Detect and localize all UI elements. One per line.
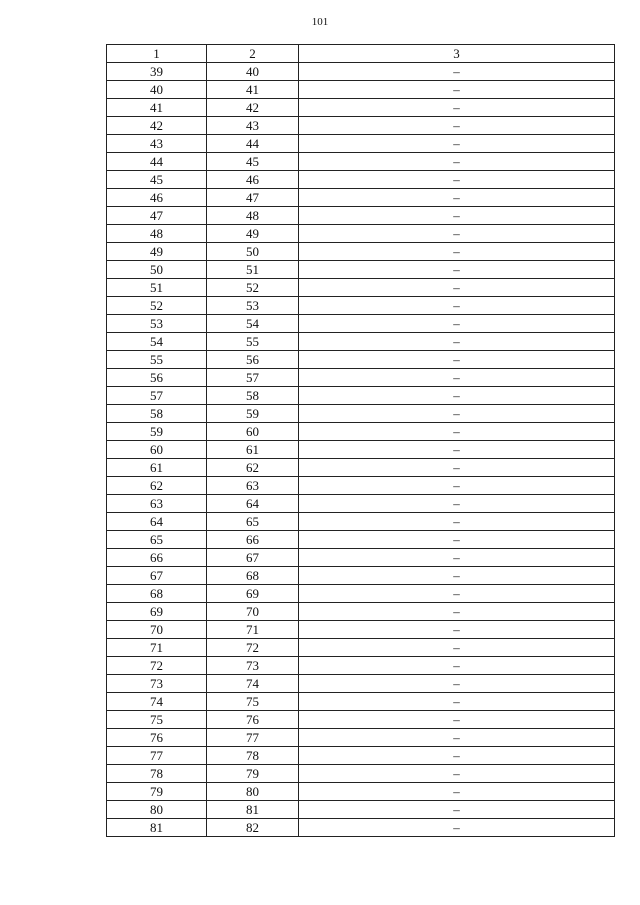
data-table <box>106 44 615 837</box>
table-cell-col-2: 40 <box>207 63 299 81</box>
table-row <box>107 765 615 783</box>
table-row <box>107 243 615 261</box>
table-cell-col-2: 44 <box>207 135 299 153</box>
table-row <box>107 261 615 279</box>
table-cell-col-3: – <box>299 63 615 81</box>
table-row <box>107 225 615 243</box>
table-cell-col-3: – <box>299 387 615 405</box>
table-cell-col-1: 56 <box>107 369 207 387</box>
table-cell-col-2: 45 <box>207 153 299 171</box>
table-row <box>107 81 615 99</box>
table-cell-col-1: 40 <box>107 81 207 99</box>
table-cell-col-1: 55 <box>107 351 207 369</box>
table-cell-col-3: – <box>299 747 615 765</box>
table-row <box>107 153 615 171</box>
table-cell-col-3: – <box>299 135 615 153</box>
table-row <box>107 99 615 117</box>
table-row <box>107 729 615 747</box>
table-cell-col-3: – <box>299 729 615 747</box>
table-row <box>107 621 615 639</box>
table-cell-col-1: 77 <box>107 747 207 765</box>
table-cell-col-1: 60 <box>107 441 207 459</box>
table-cell-col-2: 78 <box>207 747 299 765</box>
table-row <box>107 549 615 567</box>
table-cell-col-3: – <box>299 765 615 783</box>
table-cell-col-2: 80 <box>207 783 299 801</box>
table-cell-col-1: 64 <box>107 513 207 531</box>
table-cell-col-3: – <box>299 333 615 351</box>
table-cell-col-3: – <box>299 405 615 423</box>
table-cell-col-1: 43 <box>107 135 207 153</box>
table-row <box>107 387 615 405</box>
table-cell-col-1: 58 <box>107 405 207 423</box>
table-cell-col-1: 61 <box>107 459 207 477</box>
table-row <box>107 279 615 297</box>
table-row <box>107 171 615 189</box>
table-cell-col-1: 80 <box>107 801 207 819</box>
table-cell-col-2: 74 <box>207 675 299 693</box>
table-cell-col-1: 81 <box>107 819 207 837</box>
table-row <box>107 333 615 351</box>
table-cell-col-2: 47 <box>207 189 299 207</box>
table-cell-col-3: – <box>299 639 615 657</box>
table-row <box>107 441 615 459</box>
table-cell-col-2: 63 <box>207 477 299 495</box>
table-cell-col-3: – <box>299 477 615 495</box>
table-cell-col-3: – <box>299 369 615 387</box>
table-row <box>107 297 615 315</box>
table-cell-col-3: – <box>299 513 615 531</box>
table-cell-col-3: – <box>299 549 615 567</box>
table-cell-col-2: 67 <box>207 549 299 567</box>
table-cell-col-3: – <box>299 351 615 369</box>
table-row <box>107 693 615 711</box>
table-row <box>107 405 615 423</box>
table-row <box>107 711 615 729</box>
table-cell-col-1: 74 <box>107 693 207 711</box>
table-cell-col-3: – <box>299 297 615 315</box>
table-cell-col-1: 52 <box>107 297 207 315</box>
table-cell-col-1: 76 <box>107 729 207 747</box>
table-cell-col-2: 54 <box>207 315 299 333</box>
table-cell-col-3: – <box>299 495 615 513</box>
table-cell-col-3: – <box>299 567 615 585</box>
table-cell-col-2: 42 <box>207 99 299 117</box>
table-cell-col-3: – <box>299 801 615 819</box>
table-cell-col-1: 54 <box>107 333 207 351</box>
table-row <box>107 423 615 441</box>
table-row <box>107 459 615 477</box>
table-cell-col-3: – <box>299 225 615 243</box>
table-cell-col-1: 70 <box>107 621 207 639</box>
table-cell-col-1: 51 <box>107 279 207 297</box>
table-cell-col-1: 57 <box>107 387 207 405</box>
table-row <box>107 513 615 531</box>
table-row <box>107 603 615 621</box>
table-cell-col-3: – <box>299 279 615 297</box>
table-cell-col-3: – <box>299 693 615 711</box>
table-cell-col-1: 46 <box>107 189 207 207</box>
table-cell-col-3: – <box>299 711 615 729</box>
table-cell-col-2: 53 <box>207 297 299 315</box>
table-cell-col-2: 77 <box>207 729 299 747</box>
table-cell-col-1: 67 <box>107 567 207 585</box>
table-cell-col-2: 62 <box>207 459 299 477</box>
table-cell-col-3: – <box>299 585 615 603</box>
table-row <box>107 585 615 603</box>
column-header-3: 3 <box>299 45 615 63</box>
table-cell-col-2: 48 <box>207 207 299 225</box>
table-cell-col-2: 68 <box>207 567 299 585</box>
table-header-row <box>107 45 615 63</box>
table-row <box>107 801 615 819</box>
table-cell-col-1: 42 <box>107 117 207 135</box>
table-body <box>107 63 615 837</box>
table-row <box>107 315 615 333</box>
column-header-1: 1 <box>107 45 207 63</box>
table-cell-col-1: 73 <box>107 675 207 693</box>
table-row <box>107 477 615 495</box>
table-cell-col-2: 46 <box>207 171 299 189</box>
table-cell-col-1: 47 <box>107 207 207 225</box>
table-cell-col-2: 57 <box>207 369 299 387</box>
table-cell-col-2: 81 <box>207 801 299 819</box>
table-cell-col-1: 69 <box>107 603 207 621</box>
page-number: 101 <box>311 16 329 28</box>
table-cell-col-2: 43 <box>207 117 299 135</box>
table-cell-col-2: 56 <box>207 351 299 369</box>
table-cell-col-2: 75 <box>207 693 299 711</box>
table-cell-col-3: – <box>299 261 615 279</box>
table-cell-col-3: – <box>299 459 615 477</box>
table-cell-col-2: 59 <box>207 405 299 423</box>
table-cell-col-2: 72 <box>207 639 299 657</box>
table-cell-col-2: 79 <box>207 765 299 783</box>
table-cell-col-3: – <box>299 657 615 675</box>
table-cell-col-2: 65 <box>207 513 299 531</box>
table-cell-col-2: 66 <box>207 531 299 549</box>
table-cell-col-3: – <box>299 531 615 549</box>
column-header-2: 2 <box>207 45 299 63</box>
table-row <box>107 369 615 387</box>
table-cell-col-1: 39 <box>107 63 207 81</box>
table-row <box>107 135 615 153</box>
table-cell-col-3: – <box>299 189 615 207</box>
table-cell-col-1: 63 <box>107 495 207 513</box>
table-cell-col-3: – <box>299 171 615 189</box>
table-cell-col-3: – <box>299 243 615 261</box>
table-row <box>107 639 615 657</box>
table-cell-col-3: – <box>299 783 615 801</box>
table-cell-col-2: 51 <box>207 261 299 279</box>
table-cell-col-1: 72 <box>107 657 207 675</box>
table-cell-col-2: 76 <box>207 711 299 729</box>
table-cell-col-2: 55 <box>207 333 299 351</box>
table-cell-col-1: 45 <box>107 171 207 189</box>
table-row <box>107 495 615 513</box>
table-row <box>107 531 615 549</box>
table-cell-col-1: 59 <box>107 423 207 441</box>
table-cell-col-2: 58 <box>207 387 299 405</box>
table-cell-col-3: – <box>299 441 615 459</box>
table-cell-col-2: 69 <box>207 585 299 603</box>
table-cell-col-1: 68 <box>107 585 207 603</box>
table-cell-col-3: – <box>299 423 615 441</box>
table-cell-col-2: 60 <box>207 423 299 441</box>
table-cell-col-2: 71 <box>207 621 299 639</box>
table-cell-col-3: – <box>299 81 615 99</box>
table-cell-col-3: – <box>299 99 615 117</box>
table-cell-col-2: 50 <box>207 243 299 261</box>
table-cell-col-2: 64 <box>207 495 299 513</box>
table-cell-col-3: – <box>299 675 615 693</box>
table-cell-col-2: 73 <box>207 657 299 675</box>
table-cell-col-1: 75 <box>107 711 207 729</box>
table-cell-col-1: 65 <box>107 531 207 549</box>
table-cell-col-2: 61 <box>207 441 299 459</box>
table-row <box>107 567 615 585</box>
table-cell-col-3: – <box>299 819 615 837</box>
table-cell-col-3: – <box>299 315 615 333</box>
table-row <box>107 783 615 801</box>
table-cell-col-1: 71 <box>107 639 207 657</box>
table-cell-col-2: 41 <box>207 81 299 99</box>
table-cell-col-2: 49 <box>207 225 299 243</box>
table-cell-col-3: – <box>299 153 615 171</box>
table-cell-col-3: – <box>299 603 615 621</box>
table-row <box>107 675 615 693</box>
table-cell-col-1: 79 <box>107 783 207 801</box>
table-cell-col-1: 41 <box>107 99 207 117</box>
table-row <box>107 351 615 369</box>
table-cell-col-3: – <box>299 621 615 639</box>
table-cell-col-1: 62 <box>107 477 207 495</box>
table-cell-col-1: 53 <box>107 315 207 333</box>
table-cell-col-3: – <box>299 207 615 225</box>
table-row <box>107 657 615 675</box>
table-cell-col-2: 52 <box>207 279 299 297</box>
table-row <box>107 747 615 765</box>
table-cell-col-2: 70 <box>207 603 299 621</box>
table-row <box>107 207 615 225</box>
table-cell-col-1: 44 <box>107 153 207 171</box>
table-cell-col-1: 49 <box>107 243 207 261</box>
table-cell-col-2: 82 <box>207 819 299 837</box>
table-row <box>107 117 615 135</box>
table-row <box>107 819 615 837</box>
table-cell-col-1: 66 <box>107 549 207 567</box>
table-cell-col-3: – <box>299 117 615 135</box>
table-cell-col-1: 50 <box>107 261 207 279</box>
table-row <box>107 189 615 207</box>
table-cell-col-1: 78 <box>107 765 207 783</box>
table-row <box>107 63 615 81</box>
table-cell-col-1: 48 <box>107 225 207 243</box>
